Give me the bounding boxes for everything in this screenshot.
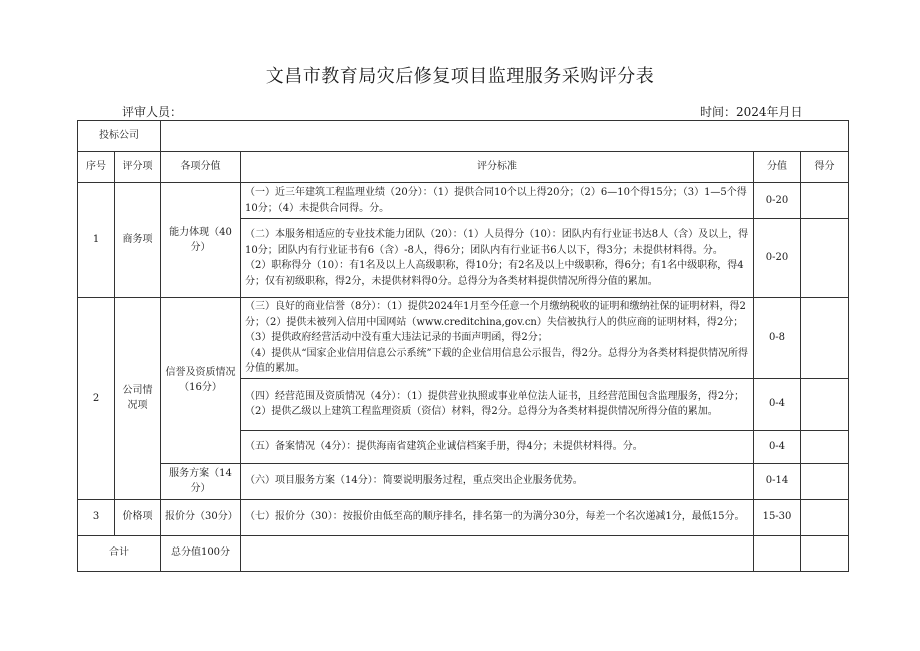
row1-sub: 能力体现（40分） — [161, 183, 241, 298]
criteria-5 — [241, 430, 754, 463]
total-score-cell[interactable] — [801, 535, 849, 571]
criteria-5-line-1: （五）备案情况（4分）：提供海南省建筑企业诚信档案手册，得4分；未提供材料得。分。 — [245, 440, 643, 452]
total-label: 合计 — [78, 535, 161, 571]
score-cell-6[interactable] — [801, 463, 849, 499]
header-range: 分值 — [754, 152, 801, 183]
score-cell-7[interactable] — [801, 499, 849, 535]
total-range-cell — [754, 535, 801, 571]
score-cell-4[interactable] — [801, 378, 849, 430]
criteria-7 — [241, 499, 754, 535]
criteria-3-line-2: （4）提供从“国家企业信用信息公示系统”下载的企业信用信息公示报告，得2分。总得分为各类材料提供情况所得分值的累加。 — [245, 347, 748, 374]
score-cell-2[interactable] — [801, 219, 849, 298]
range-5: 0-4 — [754, 430, 801, 463]
row3-item: 价格项 — [115, 499, 161, 535]
row2-sub-2: 服务方案（14分） — [161, 463, 241, 499]
row1-item: 商务项 — [115, 183, 161, 298]
criteria-6 — [241, 463, 754, 499]
row2-item: 公司情况项 — [115, 298, 161, 500]
range-3: 0-8 — [754, 298, 801, 379]
reviewer-label: 评审人员： — [122, 105, 183, 119]
bidder-label: 投标公司 — [78, 121, 161, 152]
header-item: 评分项 — [115, 152, 161, 183]
criteria-2 — [241, 219, 754, 298]
range-6: 0-14 — [754, 463, 801, 499]
criteria-2-line-2: （2）职称得分（10）：有1名及以上人高级职称，得10分；有2名及以上中级职称，得6分；有1名中级职称，得4分；仅有初级职称，得2分，未提供材料得0分。总得分为各类材料提供情况所得分值的累加。 — [245, 260, 744, 287]
row1-no: 1 — [78, 183, 115, 298]
criteria-3-line-1: （三）良好的商业信誉（8分）：（1）提供2024年1月至今任意一个月缴纳税收的证明和缴纳社保的证明材料，得2分；（2）提供未被列入信用中国网站（www.creditchina,gov.cn）失信被执行人的供应商的证明材料，得2分；（3）提供政府经营活动中没有重大违法记录的书面声明函，得2分； — [245, 301, 746, 343]
header-sub: 各项分值 — [161, 152, 241, 183]
range-4: 0-4 — [754, 378, 801, 430]
criteria-2-line-1: （二）本服务相适应的专业技术能力团队（20）：（1）人员得分（10）：团队内有行业证书达8人（含）及以上，得10分；团队内有行业证书有6（含）-8人，得6分；团队内有行业证书6人以下，得3分；未提供材料得。分。 — [245, 229, 749, 256]
criteria-1-line-1: （一）近三年建筑工程监理业绩（20分）：（1）提供合同10个以上得20分；（2）6—10个得15分；（3）1—5个得10分；（4）未提供合同得。分。 — [245, 187, 747, 214]
row2-no: 2 — [78, 298, 115, 500]
total-criteria-cell — [241, 535, 754, 571]
range-2: 0-20 — [754, 219, 801, 298]
total-value: 总分值100分 — [161, 535, 241, 571]
criteria-4 — [241, 378, 754, 430]
score-cell-3[interactable] — [801, 298, 849, 379]
criteria-1 — [241, 183, 754, 219]
criteria-7-line-1: （七）报价分（30）：按报价由低至高的顺序排名，排名第一的为满分30分，每差一个名次递减1分，最低15分。 — [245, 511, 745, 523]
criteria-6-line-1: （六）项目服务方案（14分）：简要说明服务过程，重点突出企业服务优势。 — [245, 475, 583, 487]
header-criteria: 评分标准 — [241, 152, 754, 183]
header-no: 序号 — [78, 152, 115, 183]
row3-no: 3 — [78, 499, 115, 535]
criteria-4-line-1: （四）经营范围及资质情况（4分）：（1）提供营业执照或事业单位法人证书，且经营范围包含监理服务，得2分；（2）提供乙级以上建筑工程监理资质（资信）材料，得2分。总得分为各类材料提供情况所得分值的累加。 — [245, 390, 745, 417]
row3-sub: 报价分（30分） — [161, 499, 241, 535]
header-score: 得分 — [801, 152, 849, 183]
range-7: 15-30 — [754, 499, 801, 535]
time-label: 时间：2024年月日 — [700, 105, 803, 119]
scoring-table — [77, 120, 849, 572]
row2-sub-1: 信誉及资质情况（16分） — [161, 298, 241, 464]
range-1: 0-20 — [754, 183, 801, 219]
page-title: 文昌市教育局灾后修复项目监理服务采购评分表 — [265, 66, 655, 87]
score-cell-5[interactable] — [801, 430, 849, 463]
bidder-value[interactable] — [161, 121, 849, 152]
criteria-3 — [241, 298, 754, 379]
score-cell-1[interactable] — [801, 183, 849, 219]
